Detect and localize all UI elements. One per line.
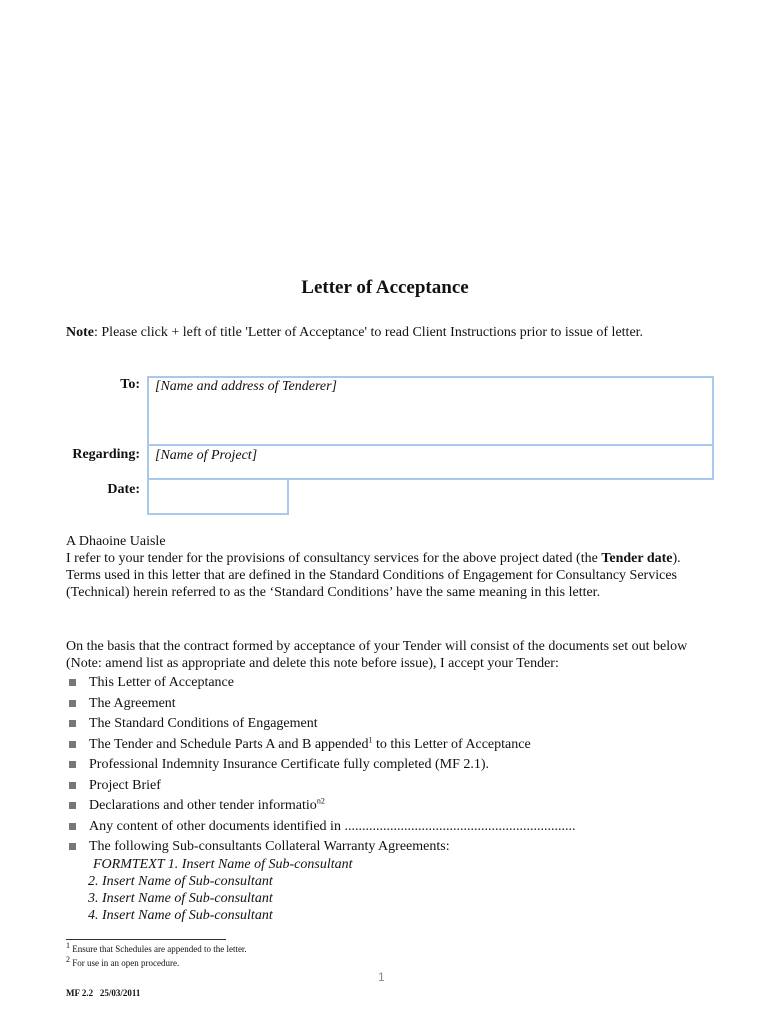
to-field[interactable] bbox=[147, 376, 714, 446]
list-item bbox=[66, 797, 706, 818]
list-item-text: This Letter of Acceptance bbox=[89, 675, 234, 690]
note-text: : Please click + left of title 'Letter of Acceptance' to read Client Instructions prior to issue of letter. bbox=[94, 325, 644, 340]
list-item-text: The Agreement bbox=[89, 695, 176, 711]
list-item bbox=[66, 695, 706, 716]
footnote-divider bbox=[66, 939, 226, 940]
regarding-label: Regarding: bbox=[72, 447, 140, 462]
to-field-value: [Name and address of Tenderer] bbox=[155, 379, 338, 394]
list-item-content bbox=[89, 715, 318, 732]
document-list bbox=[66, 674, 706, 859]
list-item bbox=[66, 818, 706, 839]
subconsultant-item[interactable]: 4. Insert Name of Sub-consultant bbox=[88, 908, 273, 923]
page-title: Letter of Acceptance bbox=[301, 277, 469, 298]
p1-tender-date: Tender date bbox=[601, 551, 673, 566]
list-item-text: The following Sub-consultants Collateral Warranty Agreements: bbox=[89, 839, 450, 854]
list-item-text: The Standard Conditions of Engagement bbox=[89, 716, 318, 731]
square-bullet-icon bbox=[69, 720, 76, 727]
p1-text-a: I refer to your tender for the provisions of consultancy services for the above project dated (the bbox=[66, 551, 602, 566]
square-bullet-icon bbox=[69, 843, 76, 850]
footnote-ref: 1 bbox=[368, 734, 373, 744]
instruction-note bbox=[66, 324, 704, 341]
subconsultant-list bbox=[88, 856, 353, 924]
list-item-text: Declarations and other tender informatio bbox=[89, 798, 317, 813]
square-bullet-icon bbox=[69, 823, 76, 830]
page-number: 1 bbox=[378, 970, 385, 984]
footnote-2-text: For use in an open procedure. bbox=[72, 958, 180, 968]
list-item-content bbox=[89, 756, 489, 773]
list-item bbox=[66, 674, 706, 695]
list-item bbox=[66, 777, 706, 798]
square-bullet-icon bbox=[69, 741, 76, 748]
footnote-ref: n2 bbox=[316, 796, 325, 806]
square-bullet-icon bbox=[69, 761, 76, 768]
footnote-1-num: 1 bbox=[66, 941, 70, 950]
list-item-content bbox=[89, 695, 176, 712]
subconsultant-item[interactable]: FORMTEXT 1. Insert Name of Sub-consultant bbox=[93, 857, 353, 872]
subconsultant-item[interactable]: 3. Insert Name of Sub-consultant bbox=[88, 891, 273, 906]
list-item-text-after: to this Letter of Acceptance bbox=[372, 736, 531, 752]
regarding-field-value: [Name of Project] bbox=[155, 448, 258, 463]
date-field[interactable] bbox=[147, 478, 289, 515]
to-label: To: bbox=[120, 377, 140, 392]
square-bullet-icon bbox=[69, 782, 76, 789]
list-item-text: Any content of other documents identified in .................................................................. bbox=[89, 818, 576, 834]
footnote-2 bbox=[66, 955, 180, 968]
footnote-1 bbox=[66, 941, 247, 954]
list-item-content bbox=[89, 674, 234, 691]
list-item-content bbox=[89, 797, 325, 814]
list-item-content bbox=[89, 818, 575, 835]
list-item-text: The Tender and Schedule Parts A and B appended bbox=[89, 736, 369, 752]
list-item bbox=[66, 756, 706, 777]
regarding-field[interactable] bbox=[147, 444, 714, 480]
note-label: Note bbox=[66, 325, 94, 340]
list-item bbox=[66, 736, 706, 757]
document-footer: MF 2.2 25/03/2011 bbox=[66, 988, 141, 998]
square-bullet-icon bbox=[69, 679, 76, 686]
p1-text-b: ). Terms used in this letter that are defined in the Standard Conditions of Engagement for Consultancy Services (Technical) herein referred to as the ‘Standard Conditions’ have the same meaning in this letter. bbox=[66, 551, 681, 600]
list-item-content bbox=[89, 777, 161, 794]
list-item-content bbox=[89, 838, 450, 855]
list-item-text: Project Brief bbox=[89, 777, 161, 793]
body-paragraph-2: On the basis that the contract formed by acceptance of your Tender will consist of the documents set out below (Note: amend list as appropriate and delete this note before issue), I accept your Tender: bbox=[66, 639, 688, 671]
list-item-text: Professional Indemnity Insurance Certificate fully completed (MF 2.1). bbox=[89, 757, 490, 772]
list-item-content bbox=[89, 736, 531, 753]
list-item bbox=[66, 715, 706, 736]
salutation: A Dhaoine Uaisle bbox=[66, 534, 166, 549]
footnote-2-num: 2 bbox=[66, 955, 70, 964]
square-bullet-icon bbox=[69, 802, 76, 809]
body-paragraph-1 bbox=[66, 550, 706, 601]
footnote-1-text: Ensure that Schedules are appended to the letter. bbox=[72, 944, 247, 954]
date-label: Date: bbox=[107, 482, 140, 497]
subconsultant-item[interactable]: 2. Insert Name of Sub-consultant bbox=[88, 874, 273, 889]
square-bullet-icon bbox=[69, 700, 76, 707]
date-field-value bbox=[149, 480, 287, 482]
